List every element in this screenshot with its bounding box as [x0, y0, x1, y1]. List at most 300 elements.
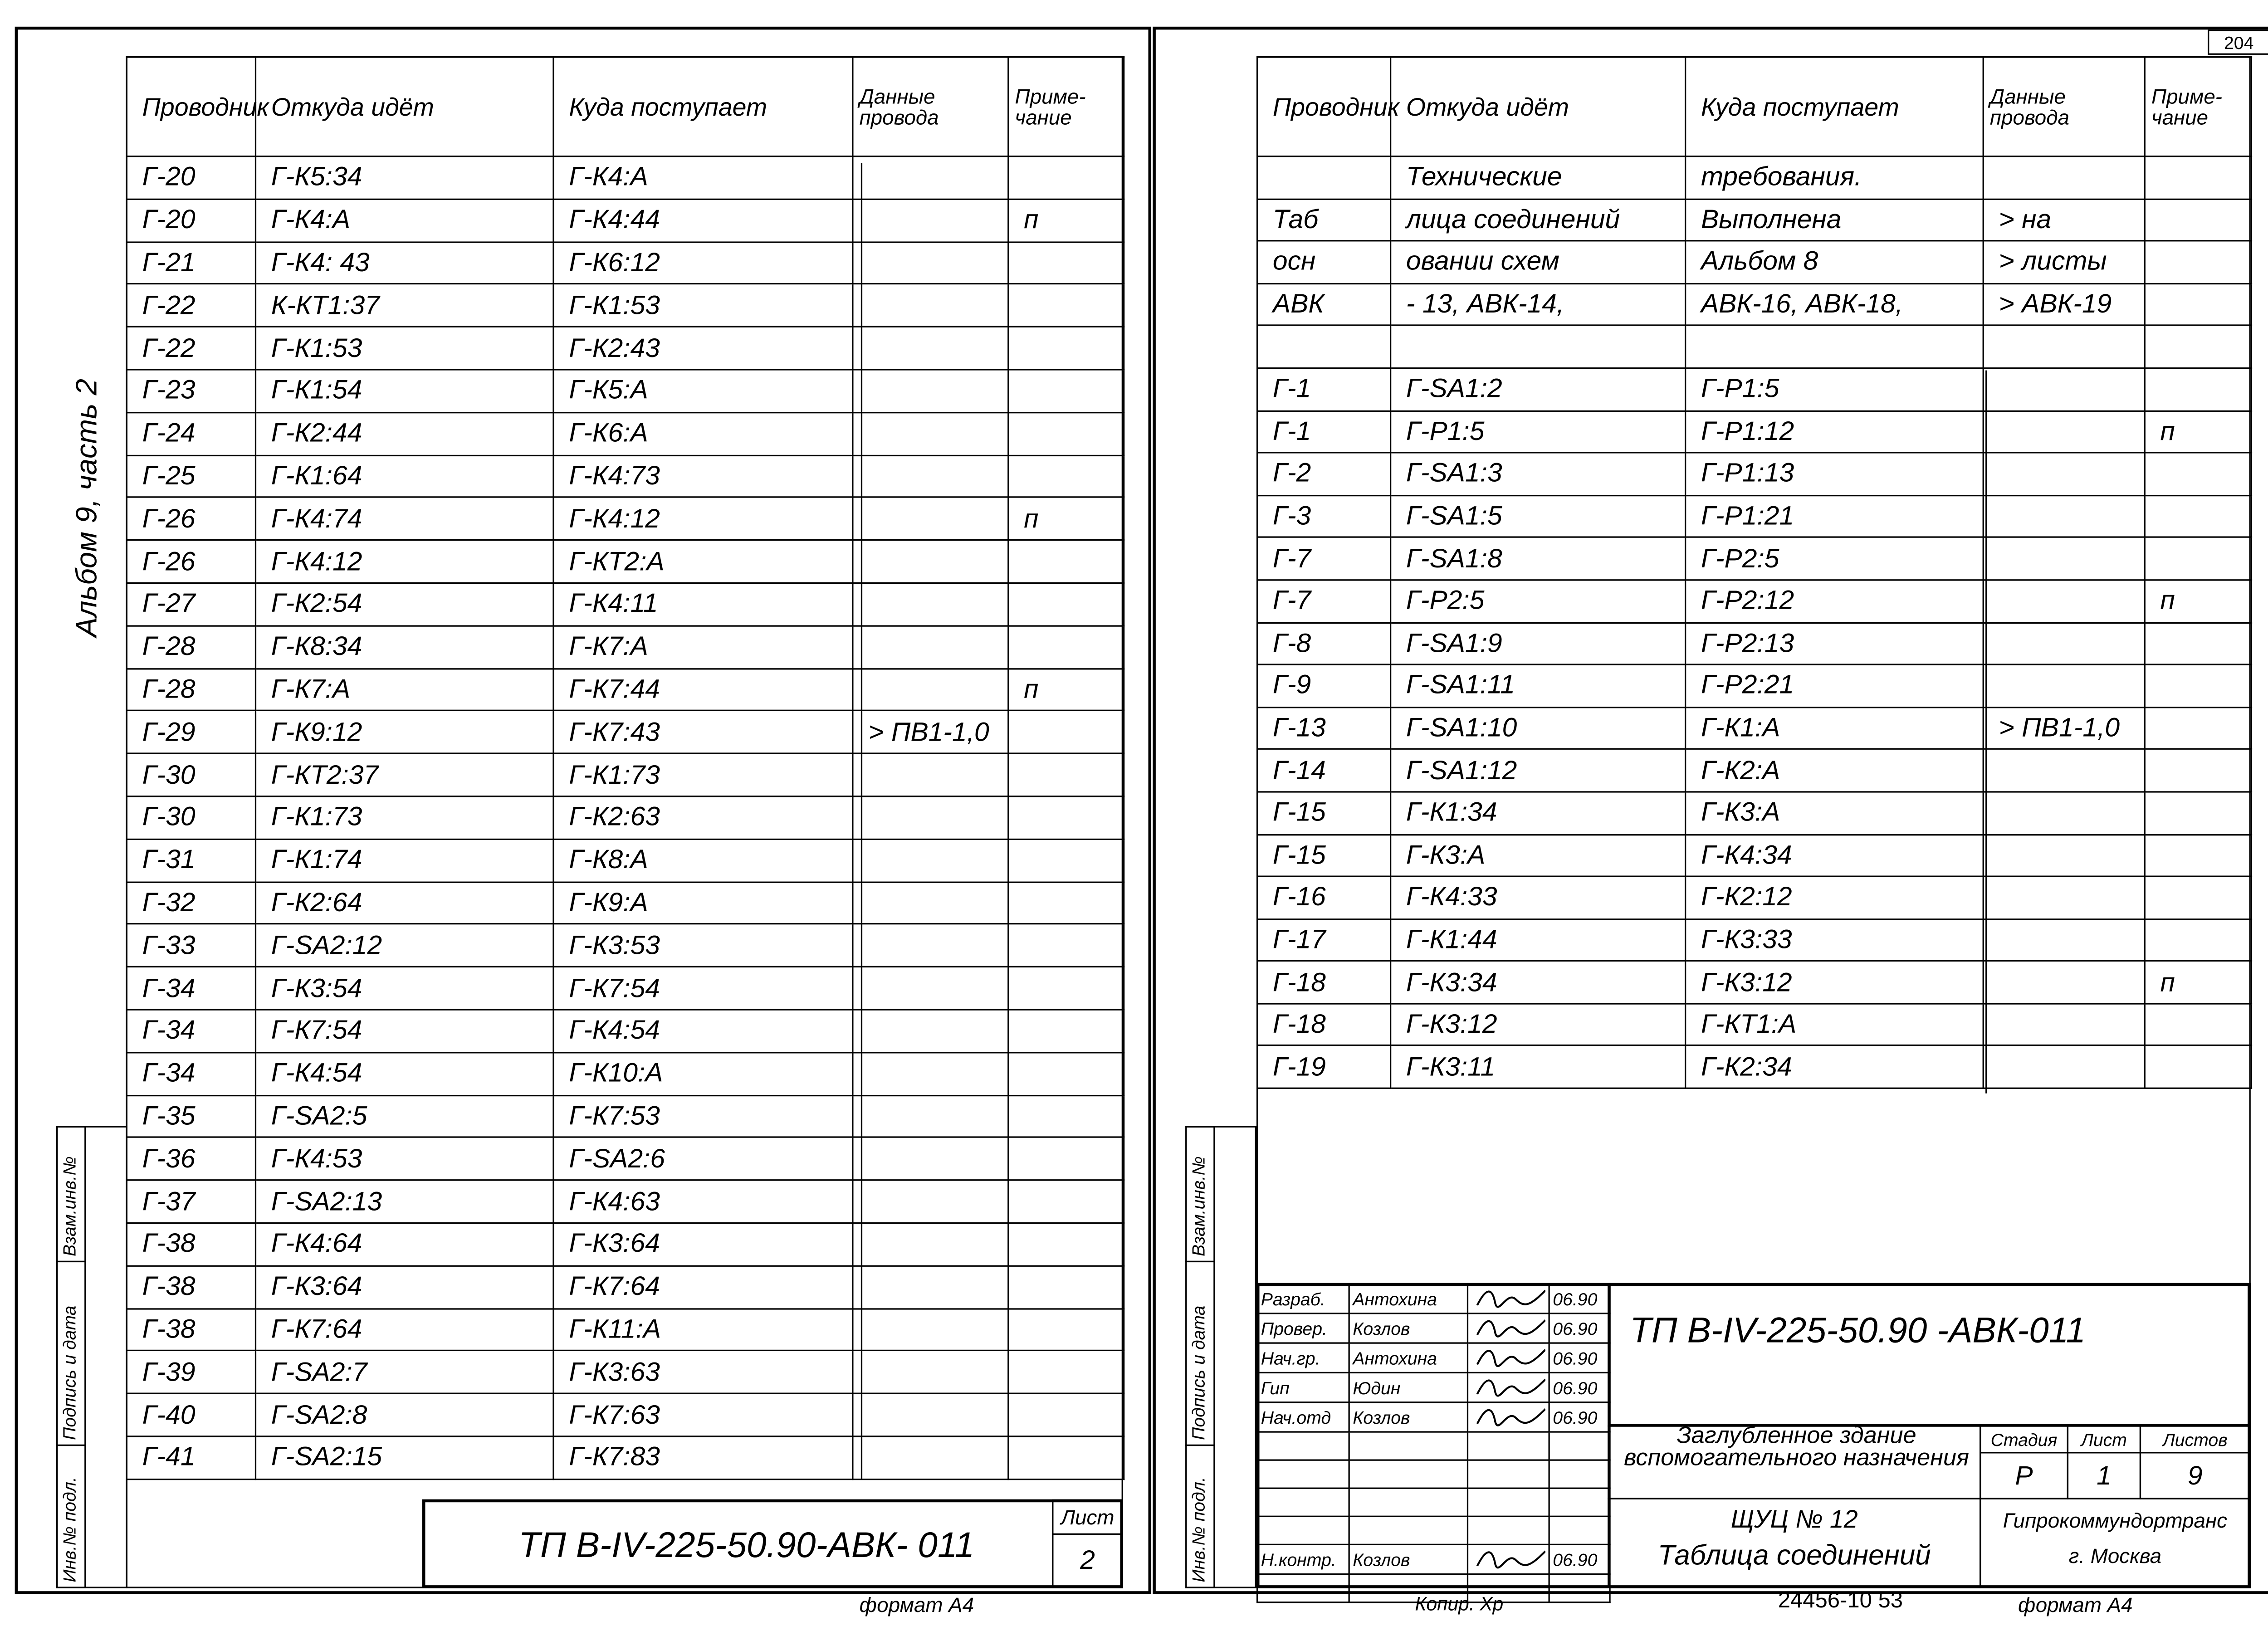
empty-cell — [1549, 1460, 1610, 1488]
signature-icon — [1471, 1314, 1545, 1338]
cell-from: Г-SA1:10 — [1391, 707, 1686, 749]
cell-note — [1008, 967, 1124, 1010]
cell-wire-data — [853, 1351, 1008, 1393]
table-row — [127, 1180, 1124, 1223]
cell-conductor: Г-26 — [127, 498, 255, 540]
cell-to: Г-К6:А — [553, 412, 853, 455]
cell-note — [1008, 1180, 1124, 1223]
cell-note — [2145, 326, 2251, 368]
cell-note — [2145, 283, 2251, 326]
cell-to: Г-К3:53 — [553, 924, 853, 967]
cell-to: Г-К9:А — [553, 882, 853, 924]
table-row — [1257, 495, 2252, 537]
signature-icon — [1471, 1344, 1545, 1367]
signer-row — [1257, 1314, 1610, 1343]
cell-conductor: Г-15 — [1257, 792, 1391, 834]
left-sheet-label: Лист — [1052, 1499, 1123, 1535]
table-row — [127, 1052, 1124, 1095]
header-from: Откуда идёт — [1391, 57, 1686, 156]
header-wire-data: Данные провода — [853, 57, 1008, 156]
table-row — [127, 882, 1124, 924]
cell-to: Г-К4:44 — [553, 199, 853, 242]
cell-to: Г-К7:64 — [553, 1265, 853, 1308]
cell-to: Г-Р1:5 — [1686, 368, 1984, 410]
cell-conductor: Г-25 — [127, 455, 255, 498]
cell-from: Г-К4:12 — [255, 540, 553, 583]
table-row — [127, 1265, 1124, 1308]
cell-wire-data — [1983, 919, 2145, 961]
cell-to: Г-Р1:12 — [1686, 410, 1984, 453]
cell-to: Г-К2:А — [1686, 749, 1984, 791]
signer-role: Нач.гр. — [1257, 1343, 1349, 1372]
header-from: Откуда идёт — [255, 57, 553, 156]
cell-to: Г-К3:64 — [553, 1223, 853, 1265]
notes-row — [1257, 156, 2252, 199]
cell-wire-data — [853, 839, 1008, 882]
cell-conductor — [1257, 156, 1391, 199]
table-row — [127, 1394, 1124, 1436]
cell-to: Г-Р1:21 — [1686, 495, 1984, 537]
table-row — [1257, 537, 2252, 580]
cell-wire-data — [1983, 1046, 2145, 1088]
org-name: Гипрокоммундортранс — [2003, 1508, 2228, 1532]
cell-from: Г-К4: 43 — [255, 242, 553, 284]
empty-cell — [1349, 1488, 1467, 1516]
table-row — [127, 242, 1124, 284]
cell-wire-data — [1983, 453, 2145, 495]
table-row — [1257, 834, 2252, 876]
copy-label: Копир. Хр — [1415, 1592, 1504, 1615]
cell-to: требования. — [1686, 156, 1984, 199]
cell-conductor: Таб — [1257, 199, 1391, 241]
cell-from: Г-К4:А — [255, 199, 553, 242]
cell-note — [1008, 1394, 1124, 1436]
cell-note — [2145, 368, 2251, 410]
cell-conductor: Г-38 — [127, 1308, 255, 1351]
cell-wire-data — [1983, 537, 2145, 580]
table-row — [127, 327, 1124, 370]
cell-conductor: Г-41 — [127, 1436, 255, 1479]
cell-wire-data — [853, 668, 1008, 711]
cell-note — [1008, 1095, 1124, 1138]
cell-wire-data — [853, 754, 1008, 796]
cell-wire-data: > ПВ1-1,0 — [1983, 707, 2145, 749]
cell-note — [1008, 412, 1124, 455]
cell-from: Г-К1:34 — [1391, 792, 1686, 834]
cell-conductor: Г-19 — [1257, 1046, 1391, 1088]
cell-to: Г-К4:11 — [553, 583, 853, 625]
empty-cell — [1467, 1460, 1549, 1488]
cell-wire-data — [853, 242, 1008, 284]
cell-conductor: осн — [1257, 241, 1391, 283]
cell-conductor: Г-7 — [1257, 537, 1391, 580]
cell-note: п — [1008, 498, 1124, 540]
signer-row-empty — [1257, 1432, 1610, 1460]
cell-from: Г-К7:А — [255, 668, 553, 711]
cell-wire-data — [853, 583, 1008, 625]
table-row — [127, 668, 1124, 711]
header-note: Приме-чание — [2145, 57, 2251, 156]
cell-to: Г-SA2:6 — [553, 1138, 853, 1180]
norm-control-row — [1257, 1544, 1610, 1574]
table-row — [127, 498, 1124, 540]
cell-conductor: Г-22 — [127, 284, 255, 327]
cell-wire-data — [853, 1052, 1008, 1095]
cell-to: Г-К3:63 — [553, 1351, 853, 1393]
cell-wire-data — [1983, 410, 2145, 453]
cell-wire-data — [853, 1308, 1008, 1351]
cell-conductor: Г-34 — [127, 1052, 255, 1095]
cell-to: Г-К11:А — [553, 1308, 853, 1351]
signer-name: Антохина — [1349, 1284, 1467, 1313]
cell-from: Г-SA1:3 — [1391, 453, 1686, 495]
title-doc-code: ТП В-IV-225-50.90 -АВК-011 — [1630, 1311, 2086, 1352]
table-row — [127, 540, 1124, 583]
signer-name: Антохина — [1349, 1343, 1467, 1372]
stamp-label-replacement: Взам.инв.№ — [59, 1156, 80, 1256]
signer-row — [1257, 1402, 1610, 1432]
signers-table — [1256, 1283, 1611, 1603]
table-row — [1257, 919, 2252, 961]
cell-wire-data — [853, 1436, 1008, 1479]
cell-conductor: Г-28 — [127, 668, 255, 711]
table-row — [127, 1223, 1124, 1265]
empty-cell — [1467, 1432, 1549, 1460]
signer-sig — [1467, 1372, 1549, 1402]
cell-to: Г-Р2:5 — [1686, 537, 1984, 580]
cell-wire-data — [1983, 326, 2145, 368]
cell-conductor: Г-14 — [1257, 749, 1391, 791]
cell-conductor — [1257, 326, 1391, 368]
cell-from: Г-SA1:2 — [1391, 368, 1686, 410]
cell-conductor: Г-9 — [1257, 664, 1391, 707]
cell-note — [2145, 199, 2251, 241]
cell-wire-data — [1983, 580, 2145, 622]
cell-note — [1008, 1351, 1124, 1393]
table-row — [1257, 792, 2252, 834]
sheet-label: Лист — [2067, 1425, 2141, 1453]
cell-conductor: Г-31 — [127, 839, 255, 882]
cell-conductor: Г-40 — [127, 1394, 255, 1436]
table-row — [1257, 1004, 2252, 1046]
empty-cell — [1349, 1460, 1467, 1488]
table-row — [127, 156, 1124, 199]
cell-to: Г-К10:А — [553, 1052, 853, 1095]
cell-conductor: Г-3 — [1257, 495, 1391, 537]
cell-note — [1008, 1052, 1124, 1095]
cell-to: Г-Р1:13 — [1686, 453, 1984, 495]
cell-from: Г-К2:54 — [255, 583, 553, 625]
cell-note — [2145, 919, 2251, 961]
org-city: г. Москва — [2068, 1543, 2162, 1568]
cell-from: Г-SA1:11 — [1391, 664, 1686, 707]
table-row — [127, 1095, 1124, 1138]
cell-note — [2145, 156, 2251, 199]
cell-conductor: Г-18 — [1257, 1004, 1391, 1046]
signer-date: 06.90 — [1549, 1284, 1610, 1313]
cell-from: лица соединений — [1391, 199, 1686, 241]
table-row — [1257, 580, 2252, 622]
sheets-value: 9 — [2140, 1452, 2251, 1499]
signer-role: Гип — [1257, 1372, 1349, 1402]
cell-from: Г-К2:44 — [255, 412, 553, 455]
table-row — [1257, 1046, 2252, 1088]
cell-to: Альбом 8 — [1686, 241, 1984, 283]
cell-note — [2145, 495, 2251, 537]
cell-to: Г-К1:73 — [553, 754, 853, 796]
signature-icon — [1471, 1403, 1545, 1426]
cell-conductor: Г-26 — [127, 540, 255, 583]
cell-to: Г-К4:54 — [553, 1010, 853, 1052]
cell-from: Г-SA2:12 — [255, 924, 553, 967]
cell-from: Технические — [1391, 156, 1686, 199]
cell-wire-data — [1983, 495, 2145, 537]
cell-conductor: Г-32 — [127, 882, 255, 924]
notes-row — [1257, 326, 2252, 368]
signer-date: 06.90 — [1549, 1372, 1610, 1402]
cell-note — [2145, 1004, 2251, 1046]
cell-to: Г-К4:73 — [553, 455, 853, 498]
cell-to: Г-К8:А — [553, 839, 853, 882]
cell-conductor: Г-36 — [127, 1138, 255, 1180]
cell-wire-data — [1983, 876, 2145, 918]
empty-cell — [1257, 1574, 1349, 1602]
table-row — [127, 1138, 1124, 1180]
table-row — [127, 1308, 1124, 1351]
cell-note — [1008, 583, 1124, 625]
signer-name: Юдин — [1349, 1372, 1467, 1402]
header-conductor: Проводник — [127, 57, 255, 156]
cell-conductor: Г-33 — [127, 924, 255, 967]
cell-wire-data: > листы — [1983, 241, 2145, 283]
stamp-label-inventory: Инв.№ подл. — [59, 1477, 80, 1582]
table-row — [1257, 876, 2252, 918]
cell-from: - 13, АВК-14, — [1391, 283, 1686, 326]
signer-name: Козлов — [1349, 1314, 1467, 1343]
cell-conductor: Г-16 — [1257, 876, 1391, 918]
signer-row-empty — [1257, 1488, 1610, 1516]
table-row — [1257, 664, 2252, 707]
cell-note: п — [2145, 961, 2251, 1003]
cell-from: Г-SA1:8 — [1391, 537, 1686, 580]
building-name: Заглубленное здание вспомогательного назначения — [1624, 1424, 1970, 1471]
cell-conductor: Г-38 — [127, 1223, 255, 1265]
signature-icon — [1471, 1373, 1545, 1397]
signer-role: Провер. — [1257, 1314, 1349, 1343]
cell-note — [1008, 1138, 1124, 1180]
empty-cell — [1549, 1432, 1610, 1460]
cell-from: Г-К7:54 — [255, 1010, 553, 1052]
cell-to: АВК-16, АВК-18, — [1686, 283, 1984, 326]
header-wire-data: Данные провода — [1983, 57, 2145, 156]
cell-from: Г-К3:64 — [255, 1265, 553, 1308]
signer-sig — [1467, 1343, 1549, 1372]
cell-from: Г-SA1:5 — [1391, 495, 1686, 537]
cell-wire-data — [853, 1095, 1008, 1138]
cell-from: Г-К4:53 — [255, 1138, 553, 1180]
cell-wire-data — [1983, 368, 2145, 410]
cell-conductor: Г-1 — [1257, 410, 1391, 453]
table-row — [127, 796, 1124, 839]
cell-to: Г-Р2:13 — [1686, 622, 1984, 664]
table-row — [1257, 453, 2252, 495]
cell-to: Г-К7:83 — [553, 1436, 853, 1479]
left-connection-table — [126, 56, 1125, 1480]
cell-from: Г-SA2:7 — [255, 1351, 553, 1393]
cell-from: Г-К4:54 — [255, 1052, 553, 1095]
cell-note — [2145, 537, 2251, 580]
cell-note — [2145, 749, 2251, 791]
cell-from: овании схем — [1391, 241, 1686, 283]
cell-wire-data — [1983, 156, 2145, 199]
signer-sig — [1467, 1314, 1549, 1343]
album-label: Альбом 9, часть 2 — [71, 379, 104, 637]
table-row — [1257, 707, 2252, 749]
cell-from: Г-К4:64 — [255, 1223, 553, 1265]
signer-sig — [1467, 1402, 1549, 1432]
empty-cell — [1467, 1488, 1549, 1516]
signer-role: Н.контр. — [1257, 1544, 1349, 1574]
table-row — [127, 1010, 1124, 1052]
table-row — [127, 1351, 1124, 1393]
cell-from: К-КТ1:37 — [255, 284, 553, 327]
empty-cell — [1257, 1432, 1349, 1460]
cell-conductor: Г-30 — [127, 754, 255, 796]
cell-from: Г-К9:12 — [255, 711, 553, 753]
cell-to: Г-К7:43 — [553, 711, 853, 753]
table-row — [127, 754, 1124, 796]
cell-to: Г-К2:34 — [1686, 1046, 1984, 1088]
cell-wire-data — [1983, 664, 2145, 707]
cell-conductor: Г-24 — [127, 412, 255, 455]
header-to: Куда поступает — [1686, 57, 1984, 156]
cell-wire-data — [1983, 834, 2145, 876]
stamp-label-signature: Подпись и дата — [59, 1305, 80, 1441]
cell-conductor: Г-27 — [127, 583, 255, 625]
stage-value: Р — [1980, 1452, 2068, 1499]
cell-wire-data — [853, 1010, 1008, 1052]
left-doc-code: ТП В-IV-225-50.90-АВК- 011 — [518, 1526, 975, 1566]
stamp-label-replacement: Взам.инв.№ — [1188, 1156, 1209, 1256]
cell-wire-data — [1983, 1004, 2145, 1046]
cell-from: Г-SA2:15 — [255, 1436, 553, 1479]
cell-to: Г-К7:53 — [553, 1095, 853, 1138]
cell-note — [1008, 1308, 1124, 1351]
cell-to: Г-К7:А — [553, 625, 853, 668]
empty-cell — [1349, 1516, 1467, 1544]
cell-wire-data — [853, 199, 1008, 242]
sheets-label: Листов — [2140, 1425, 2251, 1453]
table-row — [1257, 961, 2252, 1003]
table-row — [127, 924, 1124, 967]
signer-name: Козлов — [1349, 1544, 1467, 1574]
table-row — [1257, 622, 2252, 664]
cell-conductor: АВК — [1257, 283, 1391, 326]
cell-to: Г-К7:44 — [553, 668, 853, 711]
cell-conductor: Г-17 — [1257, 919, 1391, 961]
cell-note — [1008, 1265, 1124, 1308]
cell-conductor: Г-1 — [1257, 368, 1391, 410]
cell-conductor: Г-7 — [1257, 580, 1391, 622]
cell-note: п — [1008, 199, 1124, 242]
notes-row — [1257, 283, 2252, 326]
cell-from: Г-К3:54 — [255, 967, 553, 1010]
cell-from: Г-К1:64 — [255, 455, 553, 498]
cell-from: Г-К3:11 — [1391, 1046, 1686, 1088]
cell-wire-data — [853, 156, 1008, 199]
signer-row — [1257, 1343, 1610, 1372]
empty-cell — [1257, 1516, 1349, 1544]
right-wire-data-brace — [1985, 371, 1987, 1094]
cell-to — [1686, 326, 1984, 368]
signer-row — [1257, 1284, 1610, 1313]
cell-note — [2145, 792, 2251, 834]
cell-wire-data — [853, 1138, 1008, 1180]
empty-cell — [1549, 1516, 1610, 1544]
cell-wire-data — [853, 455, 1008, 498]
cell-to: Г-Р2:12 — [1686, 580, 1984, 622]
cell-to: Г-К4:12 — [553, 498, 853, 540]
cell-note — [1008, 242, 1124, 284]
table-row — [127, 711, 1124, 753]
cell-wire-data — [853, 327, 1008, 370]
cell-from: Г-К3:34 — [1391, 961, 1686, 1003]
cell-note — [1008, 796, 1124, 839]
cell-from: Г-К4:33 — [1391, 876, 1686, 918]
left-wire-data-brace — [861, 163, 862, 1479]
left-sheet-number: 2 — [1052, 1533, 1123, 1588]
cell-note — [1008, 540, 1124, 583]
cell-note: п — [2145, 580, 2251, 622]
cell-wire-data — [853, 498, 1008, 540]
cell-from: Г-SA1:12 — [1391, 749, 1686, 791]
cell-conductor: Г-30 — [127, 796, 255, 839]
table-row — [127, 839, 1124, 882]
cell-to: Г-КТ1:А — [1686, 1004, 1984, 1046]
empty-cell — [1549, 1574, 1610, 1602]
cell-note — [1008, 327, 1124, 370]
cell-to: Выполнена — [1686, 199, 1984, 241]
cell-from: Г-К4:74 — [255, 498, 553, 540]
cell-wire-data — [853, 882, 1008, 924]
cell-conductor: Г-8 — [1257, 622, 1391, 664]
cell-note — [2145, 707, 2251, 749]
table-row — [127, 370, 1124, 412]
cell-note — [2145, 241, 2251, 283]
cell-conductor: Г-39 — [127, 1351, 255, 1393]
cell-note — [2145, 834, 2251, 876]
cell-note — [1008, 1223, 1124, 1265]
order-number: 24456-10 53 — [1778, 1588, 1903, 1614]
notes-row — [1257, 241, 2252, 283]
signer-sig — [1467, 1544, 1549, 1574]
cell-to: Г-К3:33 — [1686, 919, 1984, 961]
cell-note — [1008, 625, 1124, 668]
cell-note — [2145, 622, 2251, 664]
left-format-label: формат А4 — [859, 1592, 974, 1616]
cell-conductor: Г-34 — [127, 967, 255, 1010]
cell-from: Г-SA2:5 — [255, 1095, 553, 1138]
cell-wire-data — [1983, 622, 2145, 664]
table-row — [127, 967, 1124, 1010]
cell-wire-data — [853, 924, 1008, 967]
cell-note — [1008, 924, 1124, 967]
cell-wire-data — [853, 370, 1008, 412]
cell-to: Г-К6:12 — [553, 242, 853, 284]
cell-wire-data — [1983, 792, 2145, 834]
cell-conductor: Г-22 — [127, 327, 255, 370]
object-name: ЩУЦ № 12 — [1730, 1505, 1858, 1533]
